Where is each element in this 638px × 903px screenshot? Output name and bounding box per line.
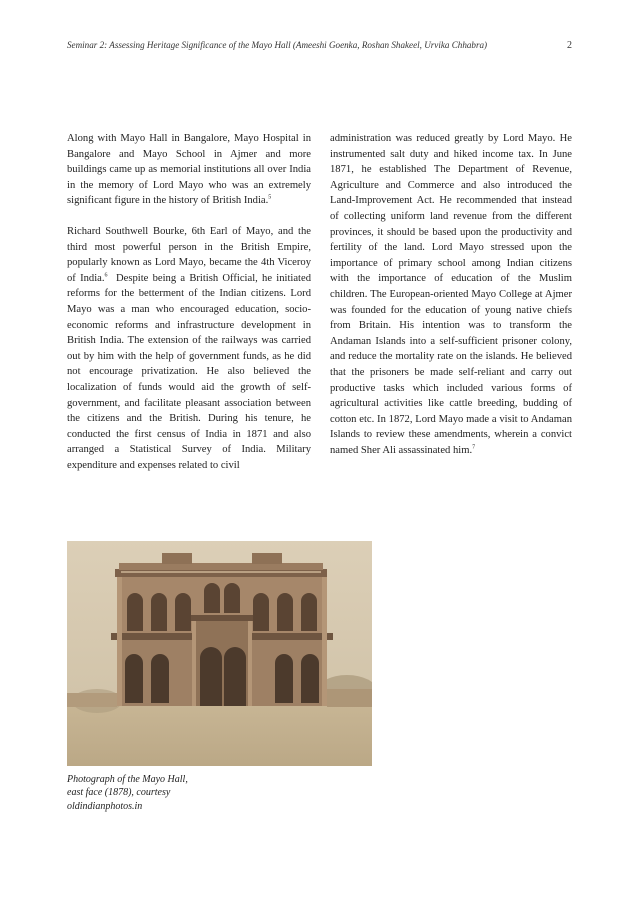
side-wall: [327, 689, 372, 707]
paragraph-administration: [330, 131, 572, 458]
building: [111, 553, 333, 706]
page-number: 2: [567, 40, 572, 51]
footnote-ref: 5: [268, 194, 272, 201]
paragraph-text: administration was reduced greatly by Lord Mayo. He instrumented salt duty and hiked income tax. In June 1871, he established The Department of Revenue, Agriculture and Commerce and also introduced the Land-Improvement Act. He recommended that instead of collecting uniform land revenue from the different provinces, it should be based upon the productivity and fertility of the land. Lord Mayo stressed upon the importance of primary school among Indian citizens with the importance of education of the Muslim children. The European-oriented Mayo College at Ajmer was founded for the education of young native chiefs from Britain. His intention was to transform the Andaman Islands into a self-sufficient prisoner colony, and reduce the mortality rate on the islands. He believed that the prisoners be made self-reliant and carry out productive tasks which included various forms of agricultural activities like cattle breeding, budding of cotton etc. In 1872, Lord Mayo made a visit to Andaman Islands to review these amendments, wherein a convict named Sher Ali assassinated him.: [330, 133, 572, 456]
footnote-ref: 7: [472, 444, 476, 451]
footnote-ref: 6: [104, 272, 108, 279]
ground: [67, 706, 372, 766]
paragraph-text: Despite being a British Official, he initiated reforms for the betterment of the Indian citizens. Lord Mayo was a man who encouraged education, socio-economic reforms and infrastructure development in British India. The extension of the railways was carried out by him with the help of government funds, as he did not encourage privatization. He also believed the localization of funds would aid the growth of self-government, and facilitate pleasant association between the citizens and the British. During his tenure, he conducted the first census of India in 1871 and also arranged a Statistical Survey of India. Military expenditure and expenses related to civil: [67, 272, 311, 471]
caption-line: Photograph of the Mayo Hall,: [67, 774, 188, 785]
paragraph-lord-mayo-bio: [67, 224, 311, 474]
caption-line: oldindianphotos.in: [67, 800, 143, 812]
right-column: [330, 131, 572, 473]
running-title: Seminar 2: Assessing Heritage Significance of the Mayo Hall (Ameeshi Goenka, Roshan Shakeel, Urvika Chhabra): [67, 40, 488, 50]
photo-caption: [67, 773, 317, 813]
paragraph-text: Richard Southwell Bourke, 6th Earl of Mayo, and the third most powerful person in the British Empire, popularly known as Lord Mayo, became the 4th Viceroy of India.: [67, 225, 311, 284]
caption-line: east face (1878), courtesy: [67, 787, 171, 799]
paragraph-text: Along with Mayo Hall in Bangalore, Mayo Hospital in Bangalore and Mayo School in Ajmer and more buildings came up as memorial institutions all over India in the memory of Lord Mayo who was an extremely significant figure in the history of British India.: [67, 133, 311, 207]
mayo-hall-illustration: [67, 541, 372, 766]
paragraph-mayo-institutions: [67, 131, 311, 209]
side-wall: [67, 693, 117, 707]
mayo-hall-photograph: [67, 541, 372, 766]
left-column: [67, 131, 311, 488]
running-header: [67, 40, 572, 54]
